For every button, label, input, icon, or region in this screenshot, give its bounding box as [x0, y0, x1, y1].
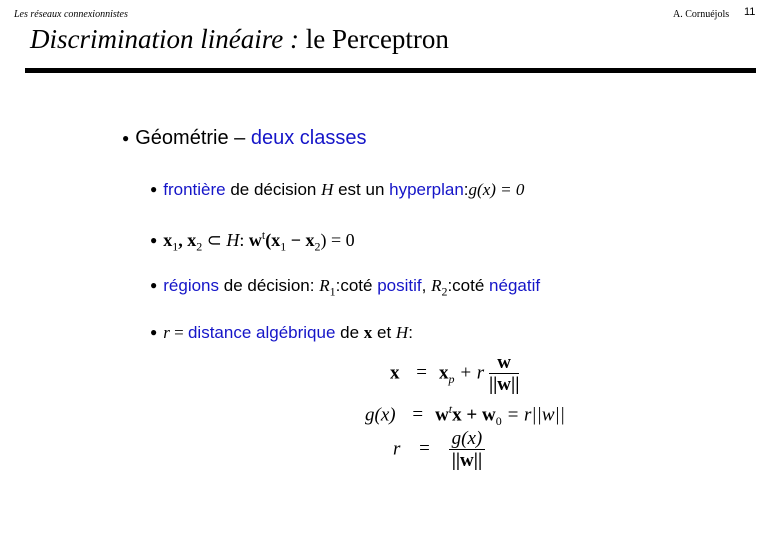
- symbol-h: H: [321, 180, 334, 199]
- bullet-x1-x2: [150, 228, 355, 255]
- bullet-geometrie: [122, 127, 366, 150]
- eq1-sub-p: p: [448, 372, 455, 387]
- bullet-frontiere: [150, 180, 524, 200]
- text-de: de: [335, 323, 364, 342]
- eq1-den: ||w||: [488, 374, 520, 395]
- eq3-equals: =: [419, 438, 430, 460]
- eq2-rhs: = r||w||: [501, 404, 565, 426]
- bullet-dot: ●: [150, 182, 158, 196]
- text-cote: :coté: [335, 276, 378, 295]
- sub-1b: 1: [280, 239, 287, 254]
- equals-zero: ) = 0: [320, 230, 355, 250]
- paren-x1: (x: [265, 230, 281, 250]
- page-number: 11: [744, 6, 756, 18]
- symbol-r2: R: [431, 276, 442, 295]
- eq3-fraction: [449, 428, 486, 472]
- term-frontiere: frontière: [163, 180, 226, 199]
- minus-x2: − x: [286, 230, 315, 250]
- eq3-den: ||w||: [451, 450, 483, 471]
- term-positif: positif: [377, 276, 422, 295]
- bullet-dot: ●: [122, 131, 130, 145]
- bullet-dot: ●: [150, 278, 158, 292]
- eq2-w: w: [435, 404, 449, 426]
- bullet-dot: ●: [150, 325, 158, 339]
- title-rest: le Perceptron: [298, 24, 449, 54]
- title-main: Discrimination linéaire :: [30, 24, 299, 54]
- eq1-equals: =: [416, 362, 427, 384]
- vector-w: w: [248, 230, 262, 250]
- eq1-xp: x: [438, 362, 449, 384]
- vector-x: x: [363, 323, 373, 342]
- eq1-fraction: [489, 352, 519, 396]
- equation-g: [365, 402, 565, 429]
- bullet-text: Géométrie –: [135, 127, 251, 149]
- text-de-decision: de décision: [225, 180, 322, 199]
- equation-x: [390, 352, 519, 396]
- symbol-h: H: [226, 230, 240, 250]
- colon: :: [239, 230, 249, 250]
- equals: =: [169, 323, 188, 342]
- bullet-dot: ●: [150, 233, 158, 247]
- symbol-r: r: [163, 323, 170, 342]
- text-est-un: est un: [333, 180, 390, 199]
- sub-2: 2: [196, 239, 203, 254]
- eq2-sup-t: t: [448, 402, 453, 416]
- term-negatif: négatif: [489, 276, 541, 295]
- eq2-sub-0: 0: [495, 414, 502, 429]
- term-hyperplan: hyperplan: [389, 180, 464, 199]
- colon: :: [463, 180, 469, 199]
- term-distance-algebrique: distance algébrique: [187, 323, 336, 342]
- eq1-lhs: x: [390, 362, 400, 384]
- bullet-distance: [150, 323, 413, 343]
- author-header: A. Cornuéjols: [673, 9, 730, 20]
- eq1-num: w: [489, 352, 519, 374]
- sub-2b: 2: [314, 239, 321, 254]
- term-regions: régions: [163, 276, 220, 295]
- sub-1: 1: [172, 239, 179, 254]
- colon: :: [408, 323, 413, 342]
- symbol-r1: R: [319, 276, 330, 295]
- vector-x2: , x: [178, 230, 197, 250]
- slide-title: [30, 24, 449, 55]
- text-de-decision: de décision:: [219, 276, 320, 295]
- text-cote: :coté: [447, 276, 490, 295]
- bullet-highlight: deux classes: [250, 127, 367, 149]
- comma: ,: [421, 276, 432, 295]
- sub-r2: 2: [441, 284, 448, 299]
- eq1-plus-r: + r: [454, 362, 485, 384]
- equation-g-zero: g(x) = 0: [468, 180, 525, 199]
- text-et: et: [372, 323, 396, 342]
- sup-t: t: [261, 228, 266, 242]
- eq2-lhs: g(x): [365, 404, 396, 426]
- eq2-x-plus-w: x + w: [452, 404, 496, 426]
- subset-symbol: ⊂: [202, 230, 227, 250]
- eq3-num: g(x): [449, 428, 486, 450]
- eq2-equals: =: [412, 404, 424, 426]
- vector-x1: x: [163, 230, 173, 250]
- bullet-regions: [150, 276, 540, 299]
- sub-r1: 1: [329, 284, 336, 299]
- eq3-lhs: r: [393, 438, 401, 460]
- title-rule: [25, 68, 756, 73]
- course-header: Les réseaux connexionnistes: [14, 9, 128, 20]
- symbol-h: H: [395, 323, 409, 342]
- equation-r: [393, 428, 485, 472]
